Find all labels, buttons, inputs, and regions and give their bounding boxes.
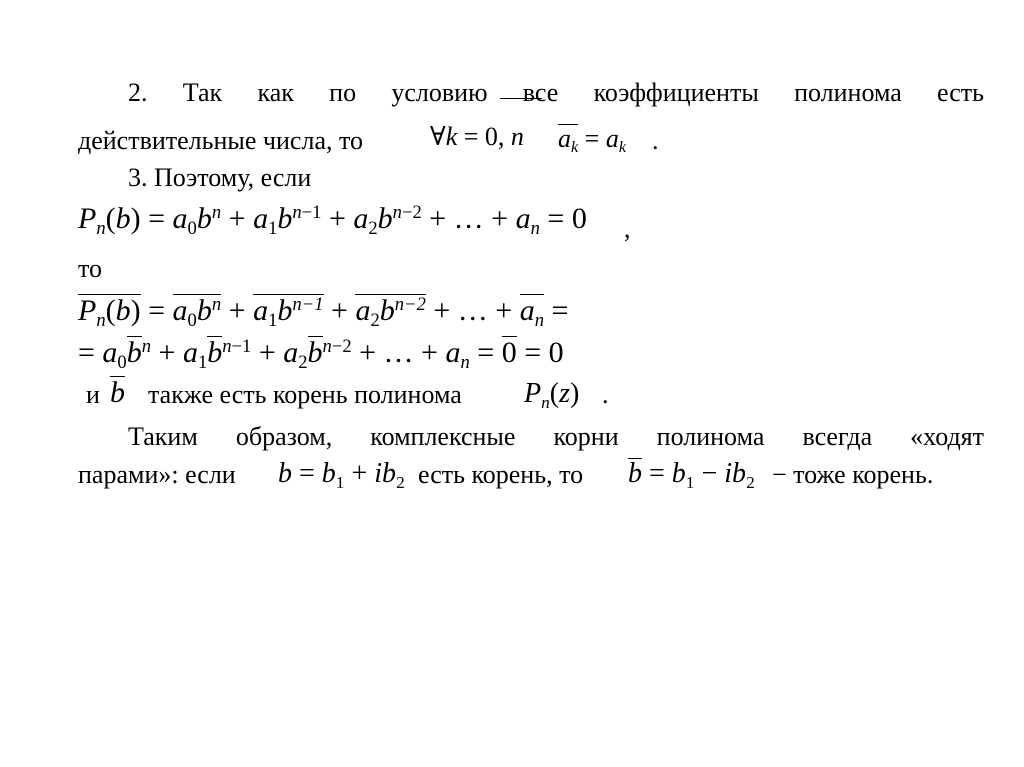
conclusion-line-2c: − тоже корень. xyxy=(772,460,934,489)
word-to: то xyxy=(78,254,103,283)
root-line-var: b xyxy=(110,376,125,409)
item-3: 3. Поэтому, если xyxy=(128,163,312,192)
paragraph-2-line-1: 2. Так как по условию все коэффициенты полинома есть xyxy=(128,78,984,107)
paragraph-2-line-2: действительные числа, то xyxy=(78,126,363,155)
period-2: . xyxy=(602,380,609,409)
conclusion-eq-b: $b = b_1 + ib_2$ xyxy=(278,458,405,492)
range-overbar xyxy=(500,98,542,99)
equation-1: $P_n(b) = a_0b^n + a_1b^{n-1} + a_2b^{n-2}$ + … + $a_n = 0$ xyxy=(78,201,587,239)
conclusion-line-2b: есть корень, то xyxy=(418,460,584,489)
conclusion-line-1: Таким образом, комплексные корни полинома всегда «ходят xyxy=(128,422,984,451)
conclusion-line-2a: парами»: если xyxy=(78,460,236,489)
root-line-text: также есть корень полинома xyxy=(148,380,462,409)
comma-1: , xyxy=(624,214,631,243)
math-forall-range: ∀k = 0, n xyxy=(430,122,524,151)
equation-2-line-1: $P_n(b) = a_0b^n + a_1b^{n-1} + a_2b^{n-2}$ + … + $a_n$ = xyxy=(78,293,569,331)
period-1: . xyxy=(652,126,659,155)
conclusion-eq-bconj: $b = b_1 - ib_2$ xyxy=(628,458,755,492)
equation-2-line-2: = $a_0b^n + a_1b^{n-1} + a_2b^{n-2}$ + … + $a_n = 0 = 0$ xyxy=(78,335,564,373)
root-line-prefix: и xyxy=(86,380,100,409)
math-conjugate-coeffs: $a_k = a_k$ xyxy=(558,124,626,157)
root-line-poly: $P_n(z)$ xyxy=(524,378,580,412)
